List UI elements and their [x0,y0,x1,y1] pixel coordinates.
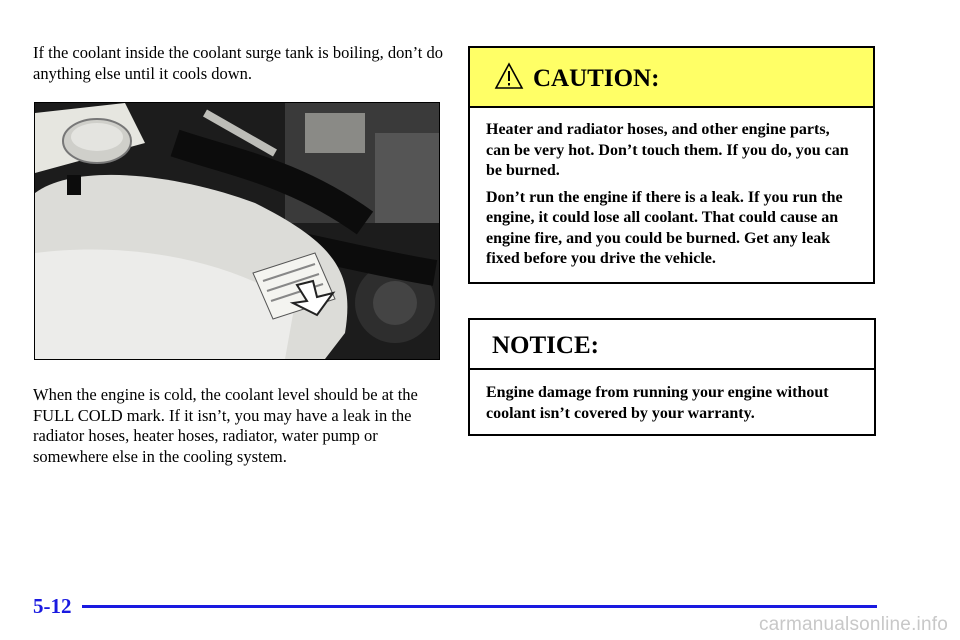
coolant-tank-illustration [35,103,439,359]
caution-paragraph: Heater and radiator hoses, and other engine parts, can be very hot. Don’t touch them. If you do, you can be burned. [486,121,849,179]
warning-triangle-icon [494,62,524,90]
watermark: carmanualsonline.info [758,614,948,635]
notice-box [468,318,876,436]
page-number: 5-12 [33,594,72,618]
notice-header [470,320,874,370]
caution-box [468,46,875,284]
footer-rule [82,605,877,608]
cold-level-paragraph: When the engine is cold, the coolant level should be at the FULL COLD mark. If it isn’t, you may have a leak in the radiator hoses, heater hoses, radiator, water pump or somewhere else in the cooling system. [33,385,418,466]
notice-paragraph: Engine damage from running your engine without coolant isn’t covered by your warranty. [486,384,829,422]
caution-header [470,48,873,108]
notice-body [470,370,874,424]
caution-body [470,108,873,270]
intro-paragraph: If the coolant inside the coolant surge tank is boiling, don’t do anything else until it cools down. [33,43,443,83]
caution-title: CAUTION: [533,65,660,92]
coolant-tank-photo [34,102,440,360]
caution-paragraph: Don’t run the engine if there is a leak. If you run the engine, it could lose all coolant. That could cause an engine fire, and you could be burned. Get any leak fixed before you drive the vehicle. [486,188,843,267]
notice-title: NOTICE: [492,332,599,359]
